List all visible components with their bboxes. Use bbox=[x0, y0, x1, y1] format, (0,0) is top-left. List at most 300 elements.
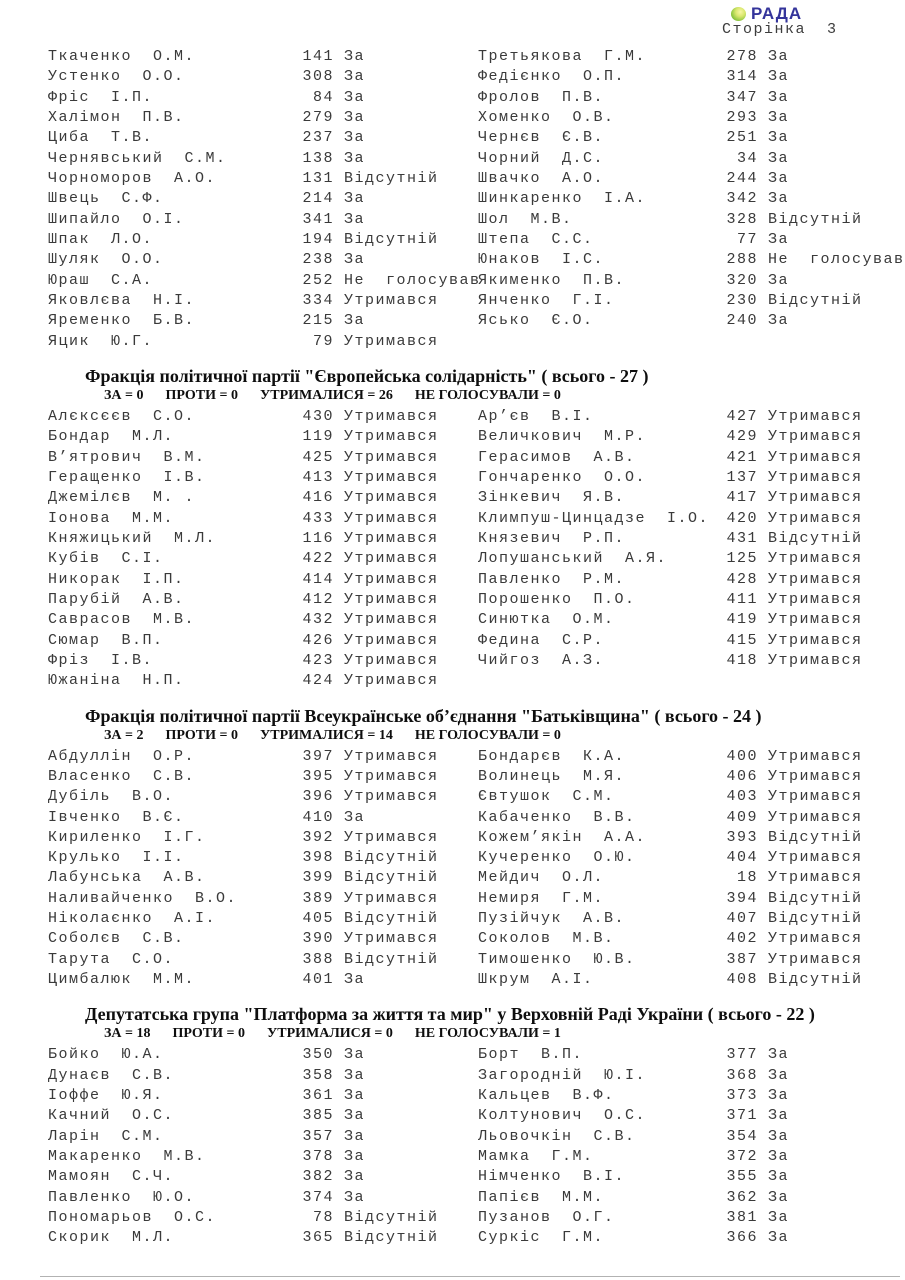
deputy-row bbox=[478, 311, 905, 331]
deputy-row bbox=[48, 1066, 478, 1086]
deputy-card-number: 431 bbox=[726, 529, 758, 547]
deputy-row bbox=[48, 808, 478, 828]
deputy-row bbox=[478, 1127, 905, 1147]
deputy-name: Ясько Є.О. bbox=[478, 312, 594, 330]
deputy-vote: Утримався bbox=[768, 950, 863, 968]
deputy-vote: Відсутній bbox=[768, 910, 863, 928]
deputy-name: Іонова М.М. bbox=[48, 509, 175, 527]
deputy-name: Пузійчук А.В. bbox=[478, 910, 626, 928]
deputy-card-number: 215 bbox=[302, 312, 334, 330]
deputy-vote: Утримався bbox=[344, 767, 439, 785]
deputy-card-number: 401 bbox=[302, 971, 334, 989]
stat-abstained: УТРИМАЛИСЯ = 26 bbox=[259, 387, 393, 403]
deputy-row bbox=[48, 67, 478, 87]
deputy-vote: Утримався bbox=[344, 828, 439, 846]
deputy-name: Фролов П.В. bbox=[478, 88, 605, 106]
deputy-vote: Утримався bbox=[768, 767, 863, 785]
deputy-name: Швачко А.О. bbox=[478, 169, 605, 187]
deputy-card-number: 389 bbox=[302, 889, 334, 907]
deputy-row bbox=[48, 108, 478, 128]
deputy-name: В’ятрович В.М. bbox=[48, 448, 206, 466]
deputy-name: Юнаков І.С. bbox=[478, 251, 605, 269]
deputy-vote: Відсутній bbox=[768, 210, 863, 228]
deputy-card-number: 421 bbox=[726, 448, 758, 466]
deputy-name: Папієв М.М. bbox=[478, 1188, 605, 1206]
deputy-row bbox=[48, 1106, 478, 1126]
deputy-row bbox=[48, 747, 478, 767]
deputy-name: Шкрум А.І. bbox=[478, 971, 594, 989]
stat-za: ЗА = 2 bbox=[104, 727, 144, 743]
deputy-vote: Відсутній bbox=[768, 889, 863, 907]
deputy-vote: Відсутній bbox=[344, 950, 439, 968]
deputy-card-number: 230 bbox=[726, 291, 758, 309]
deputy-row bbox=[48, 1188, 478, 1208]
deputy-name: Льовочкін С.В. bbox=[478, 1127, 636, 1145]
deputy-vote: За bbox=[344, 1107, 366, 1125]
deputy-name: Макаренко М.В. bbox=[48, 1148, 206, 1166]
deputy-name: Кабаченко В.В. bbox=[478, 808, 636, 826]
faction-title: Фракція політичної партії "Європейська солідарність" ( всього - 27 ) bbox=[85, 365, 649, 386]
deputy-card-number: 402 bbox=[726, 930, 758, 948]
deputy-card-number: 365 bbox=[302, 1229, 334, 1247]
deputy-name: Янченко Г.І. bbox=[478, 291, 615, 309]
deputy-card-number: 278 bbox=[726, 48, 758, 65]
deputy-card-number: 427 bbox=[726, 407, 758, 425]
deputy-row bbox=[48, 250, 478, 270]
deputy-name: Циба Т.В. bbox=[48, 129, 154, 147]
deputy-card-number: 403 bbox=[726, 788, 758, 806]
deputy-vote: Утримався bbox=[768, 611, 863, 629]
deputy-card-number: 405 bbox=[302, 910, 334, 928]
deputy-card-number: 34 bbox=[736, 149, 758, 167]
deputy-name: Алєксєєв С.О. bbox=[48, 407, 196, 425]
deputy-row bbox=[478, 149, 905, 169]
deputy-row bbox=[478, 210, 905, 230]
deputy-vote: Відсутній bbox=[344, 230, 439, 248]
faction-stats bbox=[104, 1026, 905, 1042]
deputy-name: Устенко О.О. bbox=[48, 68, 185, 86]
deputy-card-number: 373 bbox=[726, 1087, 758, 1105]
deputy-row bbox=[48, 767, 478, 787]
deputy-card-number: 328 bbox=[726, 210, 758, 228]
faction-section-es bbox=[0, 365, 905, 692]
deputy-row bbox=[478, 1045, 905, 1065]
deputy-vote: За bbox=[768, 1107, 790, 1125]
deputy-card-number: 404 bbox=[726, 849, 758, 867]
deputy-vote: Не голосував bbox=[344, 271, 481, 289]
deputy-row bbox=[48, 468, 478, 488]
deputy-card-number: 78 bbox=[312, 1209, 334, 1227]
deputy-card-number: 137 bbox=[726, 468, 758, 486]
deputy-vote: Утримався bbox=[344, 407, 439, 425]
deputy-name: Загородній Ю.І. bbox=[478, 1066, 647, 1084]
deputy-row bbox=[48, 1208, 478, 1228]
deputy-card-number: 407 bbox=[726, 910, 758, 928]
deputy-vote: Відсутній bbox=[768, 529, 863, 547]
deputy-name: Швець С.Ф. bbox=[48, 190, 164, 208]
deputy-row bbox=[478, 631, 905, 651]
deputy-name: Чернєв Є.В. bbox=[478, 129, 605, 147]
deputy-card-number: 398 bbox=[302, 849, 334, 867]
deputy-name: Тимошенко Ю.В. bbox=[478, 950, 636, 968]
deputy-vote: Утримався bbox=[344, 889, 439, 907]
deputy-row bbox=[478, 128, 905, 148]
deputy-vote: Відсутній bbox=[344, 169, 439, 187]
deputy-name: Павленко Р.М. bbox=[478, 570, 626, 588]
deputy-vote: За bbox=[768, 1209, 790, 1227]
deputy-card-number: 414 bbox=[302, 570, 334, 588]
deputy-vote: За bbox=[768, 48, 790, 65]
deputy-card-number: 415 bbox=[726, 631, 758, 649]
deputy-vote: Відсутній bbox=[344, 1209, 439, 1227]
faction-section-batkivshchyna bbox=[0, 705, 905, 991]
deputy-name: Суркіс Г.М. bbox=[478, 1229, 605, 1247]
stat-not-voted: НЕ ГОЛОСУВАЛИ = 0 bbox=[414, 727, 561, 743]
deputy-card-number: 371 bbox=[726, 1107, 758, 1125]
deputy-row bbox=[478, 929, 905, 949]
stat-against: ПРОТИ = 0 bbox=[172, 1026, 245, 1042]
deputy-name: Мамка Г.М. bbox=[478, 1148, 594, 1166]
deputy-card-number: 428 bbox=[726, 570, 758, 588]
deputy-name: Кожем’якін А.А. bbox=[478, 828, 647, 846]
deputy-column-left bbox=[48, 1045, 478, 1248]
deputy-vote: За bbox=[768, 230, 790, 248]
deputy-row bbox=[48, 189, 478, 209]
deputy-vote: За bbox=[768, 271, 790, 289]
deputy-vote: Утримався bbox=[768, 808, 863, 826]
deputy-vote: Утримався bbox=[768, 428, 863, 446]
deputy-vote: За bbox=[768, 88, 790, 106]
deputy-row bbox=[478, 549, 905, 569]
deputy-name: Бондар М.Л. bbox=[48, 428, 175, 446]
deputy-name: Чийгоз А.З. bbox=[478, 651, 605, 669]
deputy-name: Ларін С.М. bbox=[48, 1127, 164, 1145]
deputy-row bbox=[478, 970, 905, 990]
deputy-row bbox=[478, 787, 905, 807]
deputy-name: Геращенко І.В. bbox=[48, 468, 206, 486]
stat-abstained: УТРИМАЛИСЯ = 14 bbox=[259, 727, 393, 743]
deputy-row bbox=[48, 1167, 478, 1187]
deputy-name: Бойко Ю.А. bbox=[48, 1046, 164, 1064]
deputy-vote: За bbox=[344, 251, 366, 269]
faction-section-continuation bbox=[0, 47, 905, 352]
deputy-row bbox=[48, 332, 478, 352]
deputy-row bbox=[478, 808, 905, 828]
deputy-card-number: 116 bbox=[302, 529, 334, 547]
deputy-row bbox=[48, 210, 478, 230]
deputy-row bbox=[478, 889, 905, 909]
deputy-card-number: 399 bbox=[302, 869, 334, 887]
deputy-row bbox=[478, 610, 905, 630]
deputy-vote: Утримався bbox=[344, 509, 439, 527]
deputy-name: Хоменко О.В. bbox=[478, 108, 615, 126]
deputy-card-number: 416 bbox=[302, 489, 334, 507]
deputy-vote: За bbox=[344, 190, 366, 208]
deputy-name: Парубій А.В. bbox=[48, 590, 185, 608]
deputy-row bbox=[478, 67, 905, 87]
deputy-columns bbox=[0, 1045, 905, 1248]
deputy-vote: Відсутній bbox=[344, 910, 439, 928]
deputy-vote: За bbox=[344, 1087, 366, 1105]
deputy-row bbox=[48, 1086, 478, 1106]
deputy-name: Федина С.Р. bbox=[478, 631, 605, 649]
deputy-name: Якименко П.В. bbox=[478, 271, 626, 289]
deputy-vote: Утримався bbox=[344, 332, 439, 350]
deputy-vote: За bbox=[768, 1066, 790, 1084]
deputy-card-number: 397 bbox=[302, 747, 334, 765]
deputy-vote: Утримався bbox=[344, 570, 439, 588]
deputy-card-number: 377 bbox=[726, 1046, 758, 1064]
deputy-vote: За bbox=[344, 88, 366, 106]
deputy-name: Синютка О.М. bbox=[478, 611, 615, 629]
deputy-name: Скорик М.Л. bbox=[48, 1229, 175, 1247]
deputy-name: Євтушок С.М. bbox=[478, 788, 615, 806]
deputy-card-number: 394 bbox=[726, 889, 758, 907]
deputy-row bbox=[48, 488, 478, 508]
deputy-vote: За bbox=[768, 1087, 790, 1105]
deputy-vote: За bbox=[344, 312, 366, 330]
deputy-vote: За bbox=[344, 971, 366, 989]
deputy-name: Третьякова Г.М. bbox=[478, 48, 647, 65]
deputy-vote: За bbox=[344, 1148, 366, 1166]
deputy-row bbox=[48, 631, 478, 651]
stat-not-voted: НЕ ГОЛОСУВАЛИ = 1 bbox=[414, 1026, 561, 1042]
deputy-card-number: 423 bbox=[302, 651, 334, 669]
deputy-name: Климпуш-Цинцадзе І.О. bbox=[478, 509, 710, 527]
deputy-card-number: 387 bbox=[726, 950, 758, 968]
deputy-vote: Утримався bbox=[344, 590, 439, 608]
deputy-row bbox=[478, 1208, 905, 1228]
deputy-row bbox=[48, 1045, 478, 1065]
deputy-row bbox=[478, 47, 905, 67]
deputy-name: Борт В.П. bbox=[478, 1046, 584, 1064]
deputy-name: Сюмар В.П. bbox=[48, 631, 164, 649]
deputy-card-number: 361 bbox=[302, 1087, 334, 1105]
faction-stats bbox=[104, 388, 905, 404]
deputy-card-number: 430 bbox=[302, 407, 334, 425]
deputy-name: Цимбалюк М.М. bbox=[48, 971, 196, 989]
deputy-card-number: 420 bbox=[726, 509, 758, 527]
deputy-vote: За bbox=[344, 149, 366, 167]
deputy-row bbox=[478, 407, 905, 427]
deputy-row bbox=[478, 529, 905, 549]
deputy-name: Дубіль В.О. bbox=[48, 788, 175, 806]
deputy-vote: За bbox=[768, 1168, 790, 1186]
deputy-row bbox=[478, 1147, 905, 1167]
deputy-card-number: 382 bbox=[302, 1168, 334, 1186]
deputy-vote: За bbox=[344, 1168, 366, 1186]
deputy-row bbox=[478, 88, 905, 108]
deputy-card-number: 388 bbox=[302, 950, 334, 968]
deputy-vote: За bbox=[768, 108, 790, 126]
deputy-row bbox=[48, 868, 478, 888]
deputy-row bbox=[48, 950, 478, 970]
deputy-name: Джемілєв М. . bbox=[48, 489, 196, 507]
deputy-name: Соболєв С.В. bbox=[48, 930, 185, 948]
deputy-name: Німченко В.І. bbox=[478, 1168, 626, 1186]
deputy-card-number: 320 bbox=[726, 271, 758, 289]
deputy-row bbox=[48, 448, 478, 468]
deputy-name: Шуляк О.О. bbox=[48, 251, 164, 269]
deputy-name: Шпак Л.О. bbox=[48, 230, 154, 248]
deputy-row bbox=[478, 1188, 905, 1208]
deputy-vote: Відсутній bbox=[344, 869, 439, 887]
deputy-vote: Утримався bbox=[768, 651, 863, 669]
faction-section-platforma bbox=[0, 1003, 905, 1248]
content bbox=[0, 47, 905, 1249]
deputy-name: Никорак І.П. bbox=[48, 570, 185, 588]
deputy-vote: Утримався bbox=[344, 747, 439, 765]
deputy-name: Власенко С.В. bbox=[48, 767, 196, 785]
deputy-vote: Утримався bbox=[344, 448, 439, 466]
deputy-column-right bbox=[478, 747, 905, 991]
deputy-card-number: 412 bbox=[302, 590, 334, 608]
deputy-row bbox=[48, 311, 478, 331]
deputy-card-number: 214 bbox=[302, 190, 334, 208]
deputy-card-number: 131 bbox=[302, 169, 334, 187]
deputy-vote: За bbox=[768, 1148, 790, 1166]
deputy-row bbox=[478, 747, 905, 767]
deputy-vote: Утримався bbox=[768, 788, 863, 806]
deputy-row bbox=[478, 1086, 905, 1106]
deputy-vote: Утримався bbox=[344, 291, 439, 309]
deputy-row bbox=[478, 909, 905, 929]
deputy-card-number: 288 bbox=[726, 251, 758, 269]
deputy-vote: Відсутній bbox=[768, 828, 863, 846]
deputy-row bbox=[48, 1228, 478, 1248]
deputy-row bbox=[478, 108, 905, 128]
deputy-row bbox=[48, 1147, 478, 1167]
deputy-name: Соколов М.В. bbox=[478, 930, 615, 948]
deputy-name: Качний О.С. bbox=[48, 1107, 175, 1125]
deputy-card-number: 372 bbox=[726, 1148, 758, 1166]
deputy-card-number: 138 bbox=[302, 149, 334, 167]
deputy-card-number: 429 bbox=[726, 428, 758, 446]
deputy-name: Князевич Р.П. bbox=[478, 529, 626, 547]
deputy-row bbox=[48, 47, 478, 67]
deputy-card-number: 251 bbox=[726, 129, 758, 147]
deputy-columns bbox=[0, 47, 905, 352]
deputy-vote: Утримався bbox=[768, 869, 863, 887]
deputy-card-number: 238 bbox=[302, 251, 334, 269]
deputy-name: Яковлєва Н.І. bbox=[48, 291, 196, 309]
deputy-row bbox=[48, 169, 478, 189]
deputy-name: Шинкаренко І.А. bbox=[478, 190, 647, 208]
deputy-name: Шол М.В. bbox=[478, 210, 573, 228]
deputy-card-number: 393 bbox=[726, 828, 758, 846]
deputy-vote: За bbox=[344, 808, 366, 826]
deputy-row bbox=[48, 610, 478, 630]
deputy-column-right bbox=[478, 407, 905, 692]
deputy-card-number: 385 bbox=[302, 1107, 334, 1125]
deputy-card-number: 395 bbox=[302, 767, 334, 785]
deputy-name: Лопушанський А.Я. bbox=[478, 550, 668, 568]
deputy-name: Івченко В.Є. bbox=[48, 808, 185, 826]
deputy-row bbox=[48, 529, 478, 549]
deputy-row bbox=[478, 1167, 905, 1187]
deputy-row bbox=[48, 671, 478, 691]
deputy-vote: За bbox=[768, 1046, 790, 1064]
stat-not-voted: НЕ ГОЛОСУВАЛИ = 0 bbox=[414, 387, 561, 403]
deputy-card-number: 417 bbox=[726, 489, 758, 507]
deputy-card-number: 409 bbox=[726, 808, 758, 826]
deputy-vote: За bbox=[768, 312, 790, 330]
deputy-vote: За bbox=[344, 210, 366, 228]
deputy-card-number: 424 bbox=[302, 672, 334, 690]
deputy-card-number: 79 bbox=[312, 332, 334, 350]
deputy-name: Южаніна Н.П. bbox=[48, 672, 185, 690]
deputy-vote: Відсутній bbox=[768, 291, 863, 309]
faction-stats bbox=[104, 728, 905, 744]
deputy-name: Кубів С.І. bbox=[48, 550, 164, 568]
deputy-vote: Утримався bbox=[768, 631, 863, 649]
deputy-row bbox=[48, 230, 478, 250]
deputy-vote: За bbox=[344, 1188, 366, 1206]
deputy-vote: За bbox=[768, 1188, 790, 1206]
deputy-row bbox=[478, 590, 905, 610]
deputy-name: Штепа С.С. bbox=[478, 230, 594, 248]
deputy-row bbox=[478, 950, 905, 970]
deputy-vote: Утримався bbox=[768, 489, 863, 507]
deputy-card-number: 411 bbox=[726, 590, 758, 608]
deputy-name: Чорноморов А.О. bbox=[48, 169, 217, 187]
deputy-row bbox=[48, 848, 478, 868]
deputy-name: Чорний Д.С. bbox=[478, 149, 605, 167]
deputy-card-number: 374 bbox=[302, 1188, 334, 1206]
deputy-card-number: 390 bbox=[302, 930, 334, 948]
deputy-name: Ніколаєнко А.І. bbox=[48, 910, 217, 928]
page-number-label: Сторінка 3 bbox=[722, 21, 838, 38]
deputy-name: Ткаченко О.М. bbox=[48, 48, 196, 65]
deputy-name: Пузанов О.Г. bbox=[478, 1209, 615, 1227]
deputy-row bbox=[48, 651, 478, 671]
deputy-row bbox=[478, 230, 905, 250]
deputy-column-left bbox=[48, 47, 481, 352]
deputy-card-number: 334 bbox=[302, 291, 334, 309]
stat-against: ПРОТИ = 0 bbox=[165, 387, 238, 403]
deputy-row bbox=[48, 88, 478, 108]
deputy-vote: За bbox=[768, 169, 790, 187]
deputy-card-number: 433 bbox=[302, 509, 334, 527]
deputy-row bbox=[48, 590, 478, 610]
deputy-card-number: 279 bbox=[302, 108, 334, 126]
deputy-card-number: 240 bbox=[726, 312, 758, 330]
deputy-card-number: 422 bbox=[302, 550, 334, 568]
deputy-row bbox=[478, 651, 905, 671]
deputy-card-number: 413 bbox=[302, 468, 334, 486]
deputy-vote: За bbox=[768, 190, 790, 208]
deputy-row bbox=[48, 509, 478, 529]
deputy-row bbox=[478, 1066, 905, 1086]
deputy-name: Наливайченко В.О. bbox=[48, 889, 238, 907]
deputy-name: Величкович М.Р. bbox=[478, 428, 647, 446]
deputy-vote: Утримався bbox=[768, 407, 863, 425]
deputy-vote: За bbox=[344, 48, 366, 65]
deputy-name: Порошенко П.О. bbox=[478, 590, 636, 608]
bottom-divider bbox=[40, 1276, 900, 1277]
deputy-row bbox=[48, 128, 478, 148]
stat-za: ЗА = 18 bbox=[104, 1026, 151, 1042]
deputy-card-number: 406 bbox=[726, 767, 758, 785]
deputy-name: Немиря Г.М. bbox=[478, 889, 605, 907]
deputy-name: Абдуллін О.Р. bbox=[48, 747, 196, 765]
deputy-card-number: 357 bbox=[302, 1127, 334, 1145]
deputy-column-right bbox=[478, 47, 905, 352]
deputy-card-number: 293 bbox=[726, 108, 758, 126]
deputy-card-number: 358 bbox=[302, 1066, 334, 1084]
deputy-vote: За bbox=[768, 149, 790, 167]
deputy-vote: Утримався bbox=[768, 930, 863, 948]
